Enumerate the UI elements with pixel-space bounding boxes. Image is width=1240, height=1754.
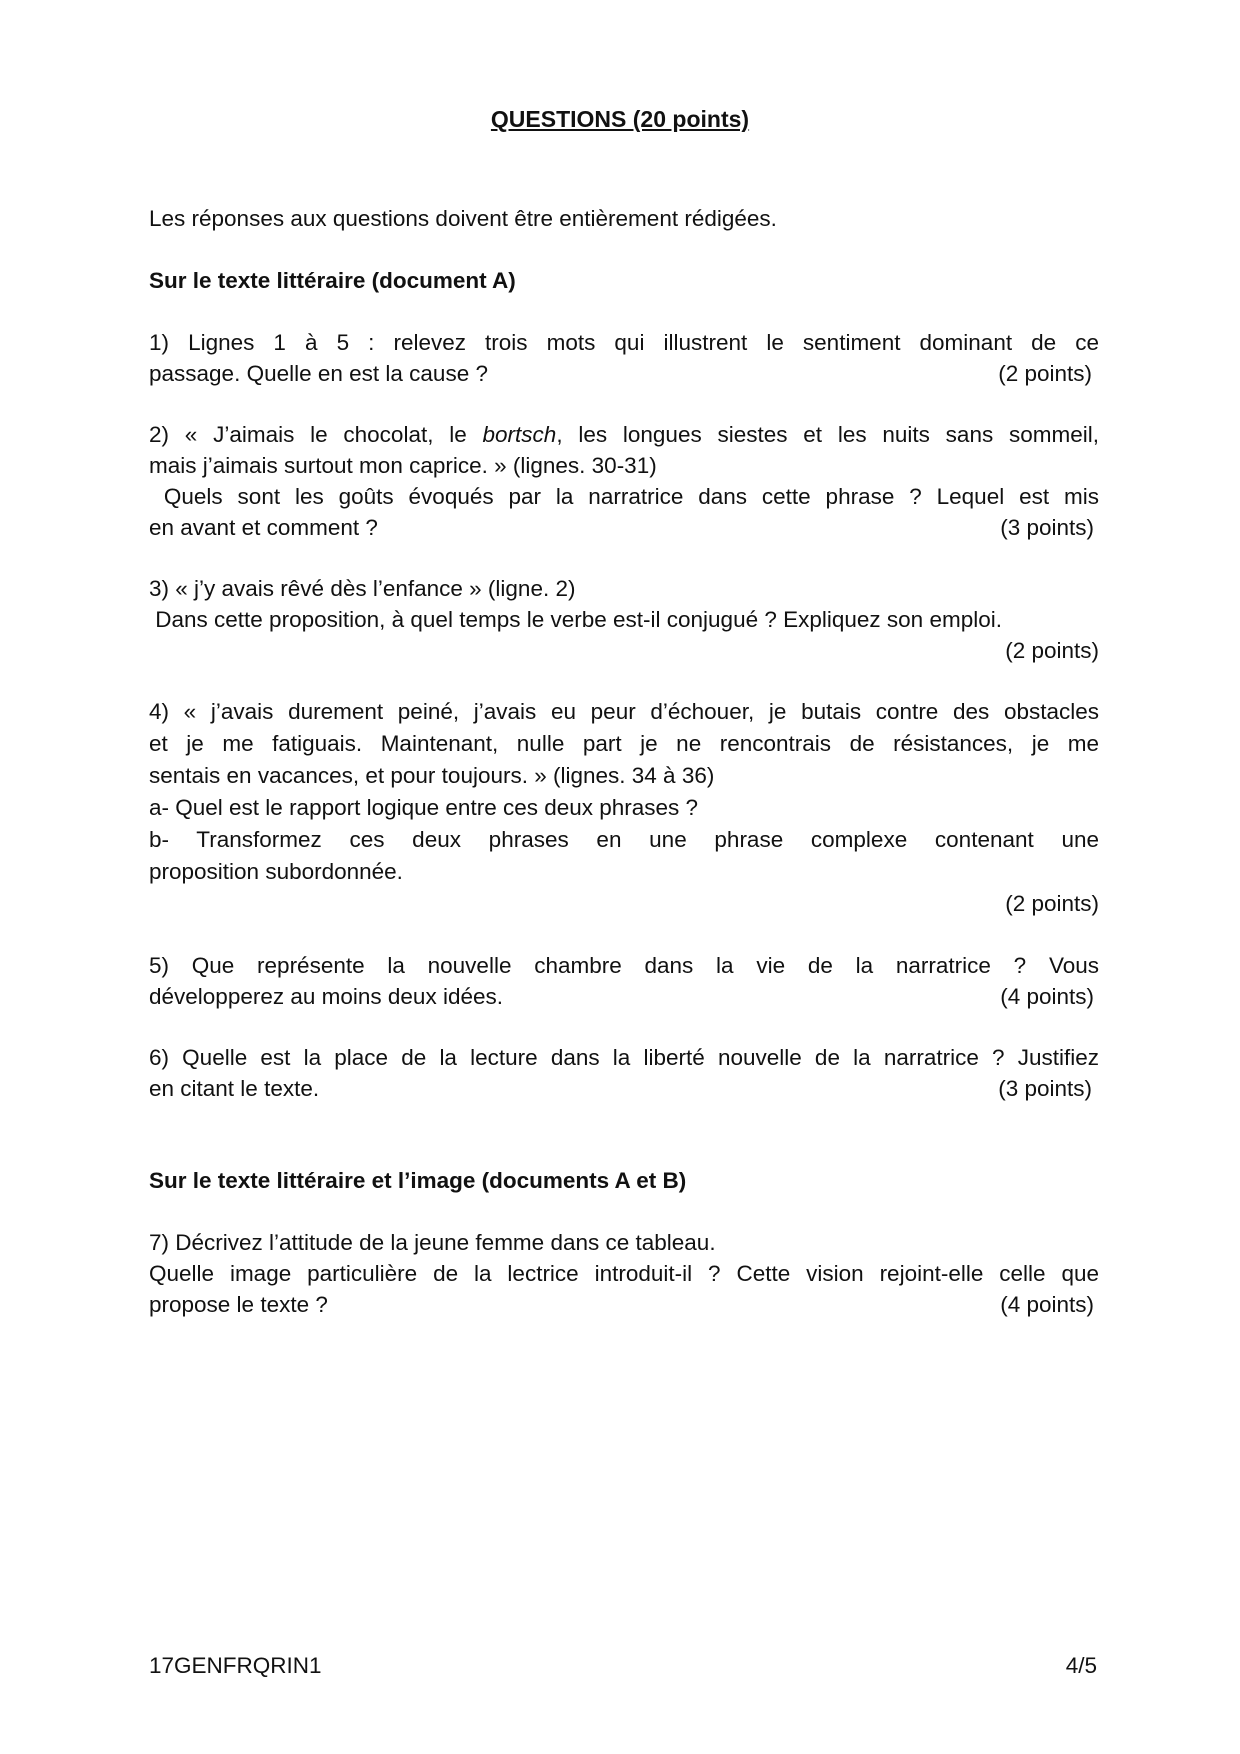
question-4-line: 4) « j’avais durement peiné, j’avais eu peur d’échouer, je butais contre des obstacles (149, 699, 1099, 724)
question-4-points: (2 points) (1005, 891, 1099, 916)
question-5-points: (4 points) (1000, 984, 1094, 1009)
question-2-quote-start: 2) « J’aimais le chocolat, le (149, 422, 483, 447)
question-2-line-text: en avant et comment ? (149, 515, 378, 540)
question-4-line: b- Transformez ces deux phrases en une phrase complexe contenant une (149, 827, 1099, 852)
question-2-quote-italic: bortsch (482, 422, 557, 447)
document-code: 17GENFRQRIN1 (149, 1653, 322, 1678)
section-a-heading: Sur le texte littéraire (document A) (149, 268, 516, 293)
question-2-line: mais j’aimais surtout mon caprice. » (lignes. 30-31) (149, 453, 657, 478)
question-4-line: et je me fatiguais. Maintenant, nulle part je ne rencontrais de résistances, je me (149, 731, 1099, 756)
question-5 (149, 950, 1099, 1012)
question-2-points: (3 points) (1000, 515, 1094, 540)
page-number: 4/5 (1065, 1653, 1097, 1678)
question-4-points-line (149, 888, 1099, 920)
question-2-line: Quels sont les goûts évoqués par la narratrice dans cette phrase ? Lequel est mis (149, 484, 1099, 509)
question-7-line: 7) Décrivez l’attitude de la jeune femme dans ce tableau. (149, 1230, 716, 1255)
question-7 (149, 1227, 1099, 1320)
question-2 (149, 419, 1099, 543)
question-7-line-text: propose le texte ? (149, 1292, 328, 1317)
question-4 (149, 696, 1099, 920)
question-1-line-text: passage. Quelle en est la cause ? (149, 361, 488, 386)
question-6-line: 6) Quelle est la place de la lecture dans la liberté nouvelle de la narratrice ? Justifiez (149, 1045, 1099, 1070)
question-2-line (149, 512, 1099, 543)
question-3-line: Dans cette proposition, à quel temps le verbe est-il conjugué ? Expliquez son emploi. (149, 607, 1002, 632)
intro-text: Les réponses aux questions doivent être entièrement rédigées. (149, 206, 777, 231)
question-7-line: Quelle image particulière de la lectrice introduit-il ? Cette vision rejoint-elle celle que (149, 1261, 1099, 1286)
question-4-line: a- Quel est le rapport logique entre ces deux phrases ? (149, 795, 699, 820)
question-5-line-text: développerez au moins deux idées. (149, 984, 503, 1009)
question-5-line: 5) Que représente la nouvelle chambre dans la vie de la narratrice ? Vous (149, 953, 1099, 978)
question-1-line: 1) Lignes 1 à 5 : relevez trois mots qui illustrent le sentiment dominant de ce (149, 330, 1099, 355)
question-6-line-text: en citant le texte. (149, 1076, 320, 1101)
question-7-points: (4 points) (1000, 1292, 1094, 1317)
question-3-points: (2 points) (1005, 638, 1099, 663)
question-3-line: 3) « j’y avais rêvé dès l’enfance » (ligne. 2) (149, 576, 576, 601)
question-6 (149, 1042, 1099, 1104)
question-1-points: (2 points) (998, 361, 1092, 386)
question-2-quote-end: , les longues siestes et les nuits sans sommeil, (556, 422, 1099, 447)
question-4-line: proposition subordonnée. (149, 859, 403, 884)
question-7-line (149, 1289, 1099, 1320)
page-title: QUESTIONS (20 points) (490, 106, 750, 132)
question-2-line (149, 419, 1099, 450)
question-4-line: sentais en vacances, et pour toujours. » (lignes. 34 à 36) (149, 763, 715, 788)
question-1 (149, 327, 1099, 389)
question-1-line (149, 358, 1099, 389)
question-3 (149, 573, 1099, 666)
question-3-points-line (149, 635, 1099, 666)
question-6-points: (3 points) (998, 1076, 1092, 1101)
question-6-line (149, 1073, 1099, 1104)
question-5-line (149, 981, 1099, 1012)
section-b-heading: Sur le texte littéraire et l’image (documents A et B) (149, 1168, 687, 1193)
